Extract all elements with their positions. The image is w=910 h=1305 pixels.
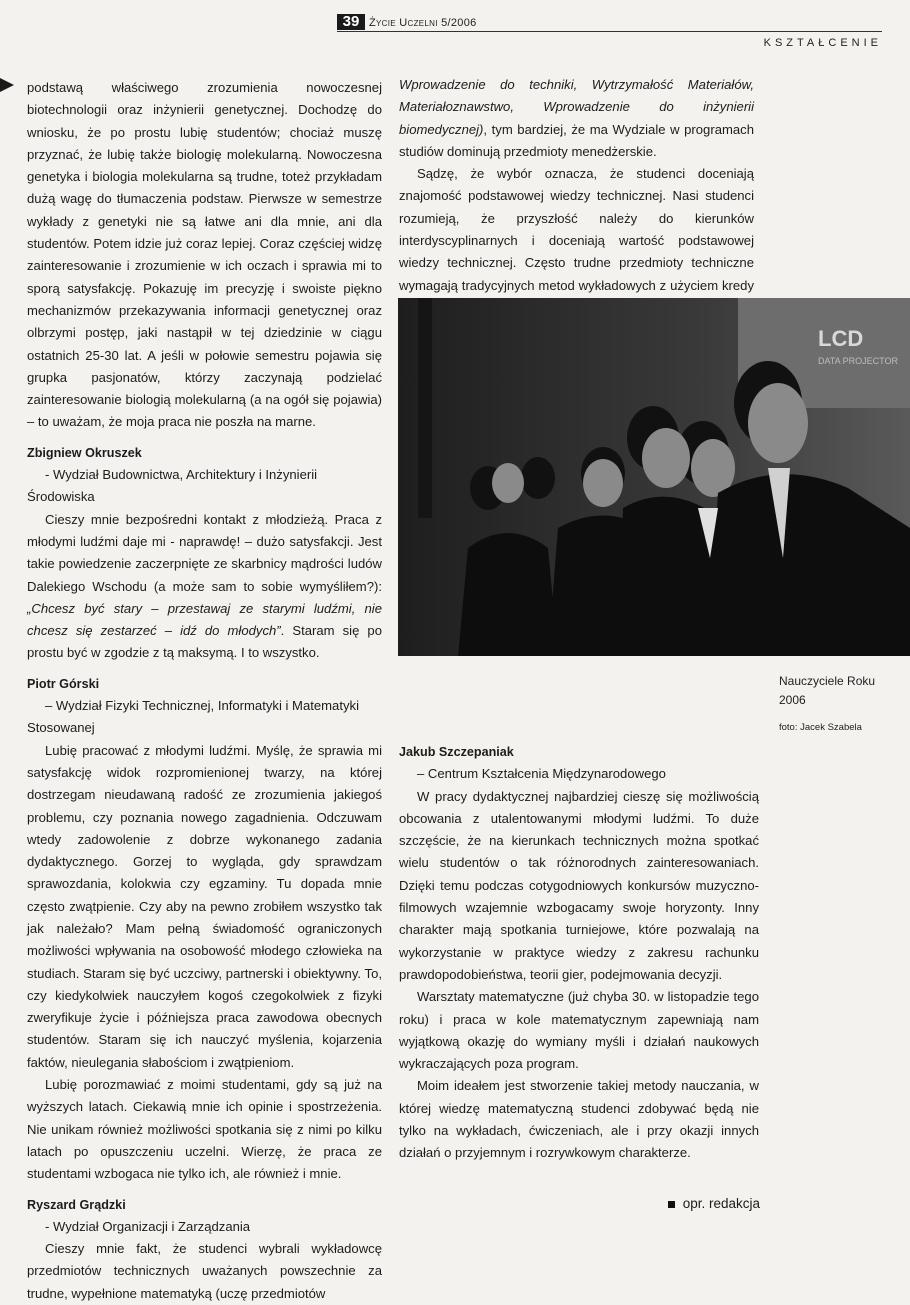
photo-credit: foto: Jacek Szabela <box>779 722 862 733</box>
person-statement: Warsztaty matematyczne (już chyba 30. w listopadzie tego roku) i praca w kole matematycznym zapewniają nam wyjątkową okazję do wymiany myśli i działań naukowych wykraczających poza program. <box>399 989 759 1072</box>
person-affiliation: - Wydział Budownictwa, Architektury i Inżynierii Środowiska <box>27 467 318 505</box>
page-number: 39 <box>337 14 365 30</box>
caption-text: Nauczyciele Roku 2006 <box>779 674 876 707</box>
intro-paragraph: podstawą właściwego zrozumienia nowoczesnej biotechnologii oraz inżynierii genetycznej. Dochodzę do wniosku, że po prostu lubię studentów; chociaż muszę przyznać, że lubię także biologię molekularną. Nowoczesna genetyka i biologia molekularna są trudne, toteż przykładam dużą wagę do tłumaczenia podstaw. Pierwsze w semestrze wykłady z genetyki nie są łatwe ani dla mnie, ani dla studentów. Potem idzie już coraz lepiej. Coraz częściej widzę zainteresowanie i zrozumienie w ich oczach i sprawia mi to sporą satysfakcję. Pokazuję im precyzję i swoiste piękno mechanizmów przekazywania informacji genetycznej oraz olbrzymi postęp, jaki nastąpił w tej dziedzinie w ciągu ostatnich 25-30 lat. A jeśli w połowie semestru pojawia się grupka pasjonatów, którzy zaczynają podzielać zainteresowanie biologią molekularną (a na ogół się pojawia) – to uważam, że moja praca nie poszła na marne. <box>27 80 382 430</box>
person-name: Ryszard Grądzki <box>27 1197 126 1212</box>
continued-paragraph: Wprowadzenie do techniki, Wytrzymałość Materiałów, Materiałoznawstwo, Wprowadzenie do inżynierii biomedycznej), tym bardziej, że ma Wydziale w programach studiów dominują przedmioty menedżerskie. <box>399 77 754 159</box>
quote: „Chcesz być stary – przestawaj ze starymi ludźmi, nie chcesz się zestarzeć – idź do młodych” <box>27 600 382 639</box>
continuation-arrow-icon <box>0 78 14 92</box>
photo-caption <box>779 672 889 737</box>
person-name: Jakub Szczepaniak <box>399 745 514 759</box>
page-header <box>337 14 882 30</box>
person-statement: Cieszy mnie bezpośredni kontakt z młodzieżą. Praca z młodymi ludźmi daje mi - naprawdę! – dużo satysfakcji. Jest takie powiedzenie zaczerpnięte ze skarbnicy mądrości ludów Dalekiego Wschodu (a może sam to sobie wymyśliłem?): „Chcesz być stary – przestawaj ze starymi ludźmi, nie chcesz się zestarzeć – idź do młodych”. Staram się po prostu być w zgodzie z tą maksymą. I to wszystko. <box>27 511 382 661</box>
projector-sub: DATA PROJECTOR <box>818 356 899 366</box>
photo-illustration <box>398 298 910 656</box>
group-photo <box>398 298 910 656</box>
continued-paragraph: Sądzę, że wybór oznacza, że studenci doceniają znajomość podstawowej wiedzy technicznej. Nasi studenci rozumieją, że przyszłość należy do kierunków interdyscyplinarnych i doceniają wartość podstawowej wiedzy technicznej. Często trudne przedmioty techniczne wymagają tradycyjnych metod wykładowych z użyciem kredy <box>399 166 754 293</box>
right-column-bottom <box>399 667 759 1165</box>
signature <box>668 1196 760 1211</box>
person-affiliation: - Wydział Organizacji i Zarządzania <box>45 1218 251 1234</box>
publication-title: Życie Uczelni 5/2006 <box>369 17 477 29</box>
person-statement: Lubię porozmawiać z moimi studentami, gdy są już na wyższych latach. Ciekawią mnie ich opinie i spostrzeżenia. Nie unikam również możliwości spotkania się z nimi po kilku latach po opuszczeniu uczelni. Wierzę, że praca ze studentami wzbogaca nie tylko ich, ale również i mnie. <box>27 1077 382 1182</box>
person-statement: W pracy dydaktycznej najbardziej cieszę się możliwością obcowania z utalentowanymi młodymi ludźmi. To duże szczęście, że na kierunkach technicznych można spotkać wielu studentów o tak różnorodnych zainteresowaniach. Dzięki temu podczas cotygodniowych konkursów muzyczno-filmowych wzajemnie wzbogacamy swoje horyzonty. Inny charakter mają spotkania turniejowe, które pozwalają na wykorzystanie w praktyce wiedzy z zakresu rachunku prawdopodobieństwa, teorii gier, podejmowania decyzji. <box>399 788 759 982</box>
person-name: Piotr Górski <box>27 676 100 691</box>
person-affiliation: – Centrum Kształcenia Międzynarodowego <box>417 766 666 782</box>
header-rule <box>337 31 882 32</box>
left-column <box>27 77 382 1305</box>
person-name: Zbigniew Okruszek <box>27 445 142 460</box>
signature-text: opr. redakcja <box>682 1196 760 1211</box>
person-statement: Moim ideałem jest stworzenie takiej metody nauczania, w której wiedzę matematyczną studenci zdobywać będą nie tylko na wykładach, ćwiczeniach, ale i przy okazji innych działań o przyjemnym i rozrywkowym charakterze. <box>399 1078 759 1161</box>
person-statement: Lubię pracować z młodymi ludźmi. Myślę, że sprawia mi satysfakcję widok rozpromienionej twarzy, na której dostrzegam nieudawaną radość ze zrozumienia jakiegoś problemu, czy poznania nowego zagadnienia. Odczuwam wtedy zadowolenie z dobrze wykonanego zadania dydaktycznego. Gorzej to wygląda, gdy sprawdzam sprawozdania, kolokwia czy egzaminy. Tu dopada mnie często zwątpienie. Czy aby na pewno zrobiłem wszystko tak jak należało? Mam pełną świadomość ograniczonych możliwości wpływania na osobowość młodego człowieka na studiach. Staram się być uczciwy, partnerski i obiektywny. To, czy kiedykolwiek nauczyłem kogoś czegokolwiek z fizyki zweryfikuje życie i późniejsza praca zawodowa obecnych studentów. Staram się ich nauczyć myślenia, kojarzenia faktów, nieulegania słabościom i zwątpieniom. <box>27 742 382 1070</box>
section-title: KSZTAŁCENIE <box>763 37 882 49</box>
person-statement: Cieszy mnie fakt, że studenci wybrali wykładowcę przedmiotów technicznych uważanych powszechnie za trudne, wypełnione matematyką (uczę przedmiotów <box>27 1241 382 1301</box>
person-affiliation: – Wydział Fizyki Technicznej, Informatyki i Matematyki Stosowanej <box>27 698 359 736</box>
projector-label: LCD <box>818 326 864 351</box>
square-bullet-icon <box>668 1201 675 1208</box>
